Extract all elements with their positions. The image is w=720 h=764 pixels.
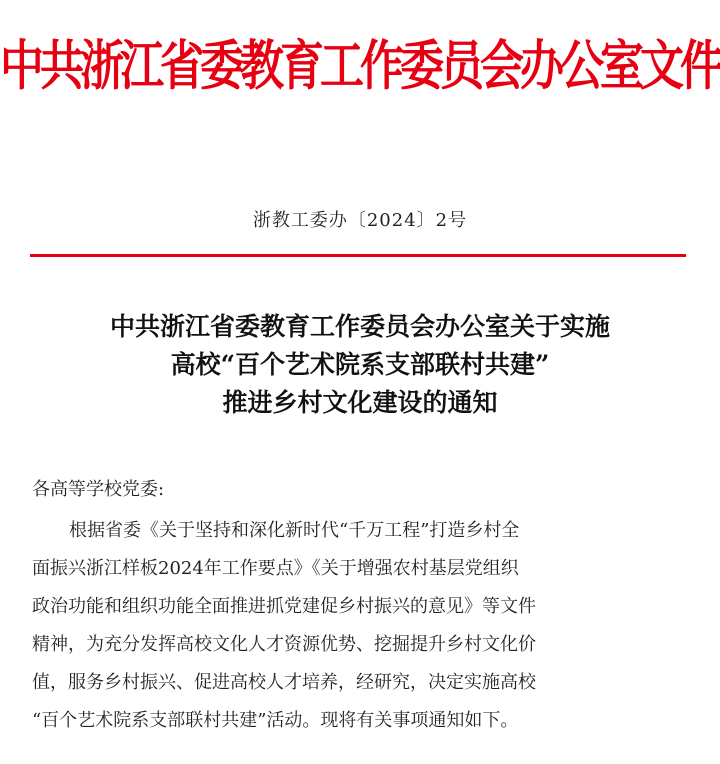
document-number: 浙教工委办〔2024〕2号 [252,210,468,231]
title-line-3: 推进乡村文化建设的通知 [222,388,498,417]
salutation: 各高等学校党委: [32,479,165,500]
body-line-2: 面振兴浙江样板2024年工作要点》《关于增强农村基层党组织 [32,558,519,579]
body-line-6: “百个艺术院系支部联村共建”活动。现将有关事项通知如下。 [32,710,519,731]
title-line-2: 高校“百个艺术院系支部联村共建” [170,350,550,379]
red-divider-rule [30,254,686,257]
title-line-1: 中共浙江省委教育工作委员会办公室关于实施 [109,312,610,341]
document-title [0,308,720,422]
masthead-title: 中共浙江省委教育工作委员会办公室文件 [0,35,720,98]
body-paragraph [32,512,692,740]
body-line-1: 根据省委《关于坚持和深化新时代“千万工程”打造乡村全 [69,520,520,541]
body-line-5: 值，服务乡村振兴、促进高校人才培养，经研究，决定实施高校 [32,672,536,693]
body-line-3: 政治功能和组织功能全面推进抓党建促乡村振兴的意见》等文件 [32,596,536,617]
body-line-4: 精神，为充分发挥高校文化人才资源优势、挖掘提升乡村文化价 [32,634,536,655]
